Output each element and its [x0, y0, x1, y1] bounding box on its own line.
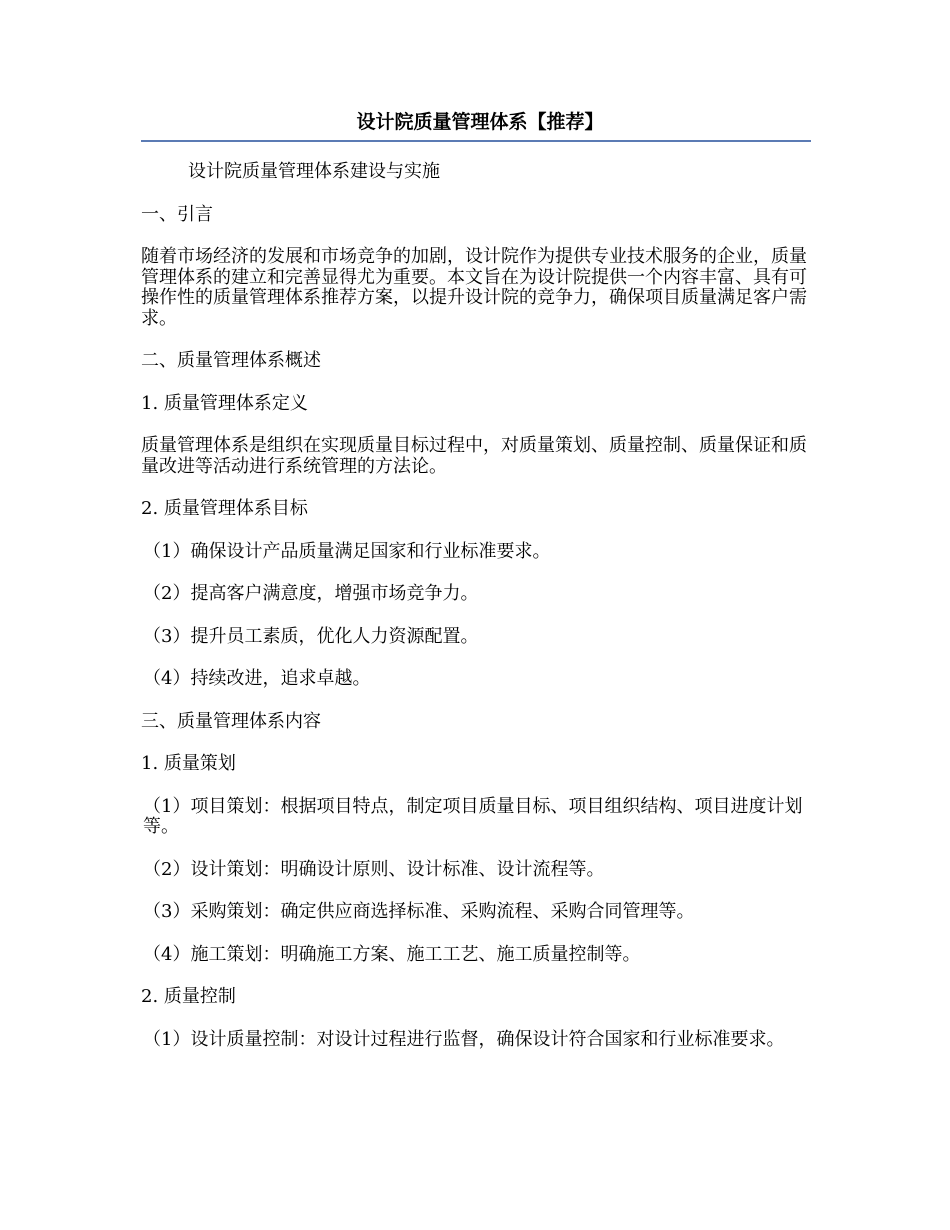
list-item-goal-3: （3）提升员工素质，优化人力资源配置。 [143, 625, 479, 647]
heading-introduction: 一、引言 [141, 203, 213, 225]
list-item-goal-1: （1）确保设计产品质量满足国家和行业标准要求。 [143, 540, 551, 562]
list-item-planning-2: （2）设计策划：明确设计原则、设计标准、设计流程等。 [143, 858, 605, 880]
document-page [141, 108, 811, 1050]
heading-overview: 二、质量管理体系概述 [141, 350, 321, 371]
list-item-planning-3: （3）采购策划：确定供应商选择标准、采购流程、采购合同管理等。 [143, 901, 695, 922]
list-item-control-1: （1）设计质量控制：对设计过程进行监督，确保设计符合国家和行业标准要求。 [143, 1028, 785, 1050]
paragraph-introduction: 随着市场经济的发展和市场竞争的加剧，设计院作为提供专业技术服务的企业，质量管理体系的建立和完善显得尤为重要。本文旨在为设计院提供一个内容丰富、具有可操作性的质量管理体系推荐方案，以提升设计院的竞争力，确保项目质量满足客户需求。 [141, 246, 807, 329]
list-item-goal-2: （2）提高客户满意度，增强市场竞争力。 [143, 583, 479, 604]
heading-definition: 1. 质量管理体系定义 [141, 392, 308, 414]
heading-control: 2. 质量控制 [141, 986, 236, 1007]
heading-content: 三、质量管理体系内容 [141, 710, 321, 732]
paragraph-definition: 质量管理体系是组织在实现质量目标过程中，对质量策划、质量控制、质量保证和质量改进等活动进行系统管理的方法论。 [141, 435, 807, 477]
list-item-planning-4: （4）施工策划：明确施工方案、施工工艺、施工质量控制等。 [143, 943, 641, 965]
list-item-goal-4: （4）持续改进，追求卓越。 [143, 668, 371, 689]
list-item-planning-1: （1）项目策划：根据项目特点，制定项目质量目标、项目组织结构、项目进度计划等。 [143, 795, 803, 837]
heading-goals: 2. 质量管理体系目标 [141, 498, 308, 519]
heading-planning: 1. 质量策划 [141, 753, 236, 774]
document-subtitle: 设计院质量管理体系建设与实施 [188, 161, 440, 182]
title-underline [141, 140, 811, 142]
document-title: 设计院质量管理体系【推荐】 [356, 111, 604, 133]
